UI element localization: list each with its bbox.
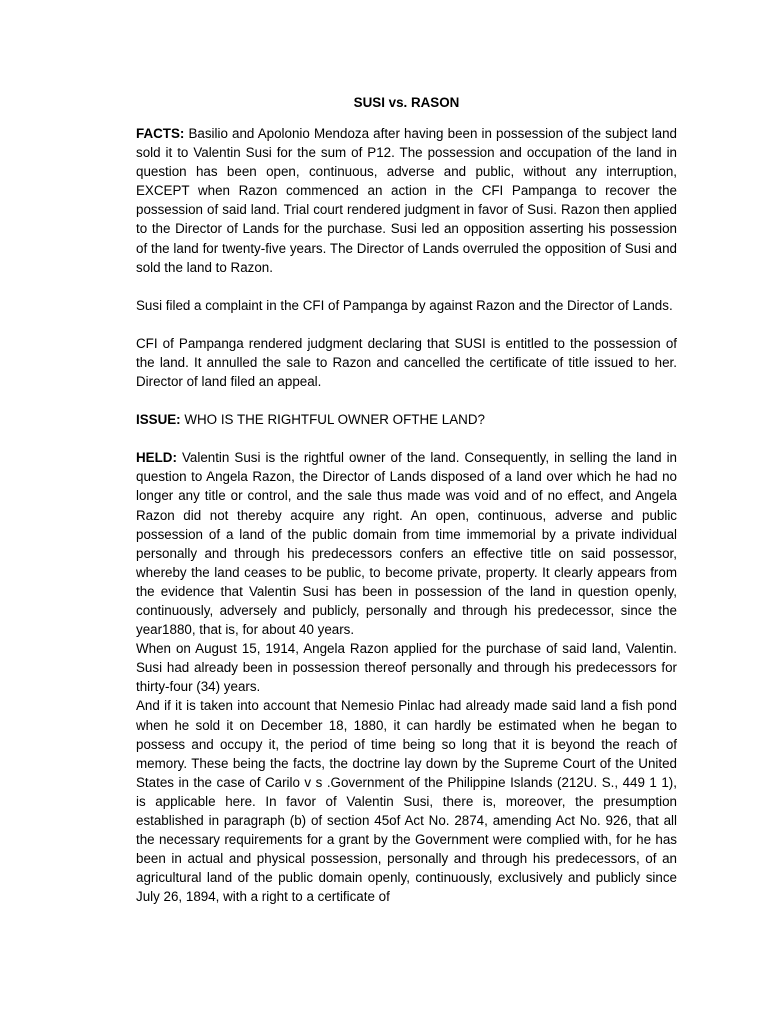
document-page [136, 93, 677, 906]
august-paragraph: When on August 15, 1914, Angela Razon applied for the purchase of said land, Valentin. Susi had already been in possession thereof personally and through his predecessors for thirty-four (34) years. [136, 641, 677, 695]
facts-text: Basilio and Apolonio Mendoza after having been in possession of the subject land sold it to Valentin Susi for the sum of P12. The possession and occupation of the land in question has been open, continuous, adverse and public, without any interruption, EXCEPT when Razon commenced an action in the CFI Pampanga to recover the possession of said land. Trial court rendered judgment in favor of Susi. Razon then applied to the Director of Lands for the purchase. Susi led an opposition asserting his possession of the land for twenty-five years. The Director of Lands overruled the opposition of Susi and sold the land to Razon. [136, 126, 677, 275]
facts-label: FACTS: [136, 126, 185, 141]
facts-paragraph [136, 124, 677, 277]
cfi-judgment-paragraph: CFI of Pampanga rendered judgment declaring that SUSI is entitled to the possession of the land. It annulled the sale to Razon and cancelled the certificate of title issued to her. Director of land filed an appeal. [136, 335, 677, 390]
issue-paragraph [136, 410, 677, 429]
held-paragraph [136, 448, 677, 639]
complaint-paragraph: Susi filed a complaint in the CFI of Pampanga by against Razon and the Director of Lands. [136, 297, 673, 313]
held-text: Valentin Susi is the rightful owner of the land. Consequently, in selling the land in question to Angela Razon, the Director of Lands disposed of a land over which he had no longer any title or control, and the sale thus made was void and of no effect, and Angela Razon did not thereby acquire any right. An open, continuous, adverse and public possession of a land of the public domain from time immemorial by a private individual personally and through his predecessors confers an effective title on said possessor, whereby the land ceases to be public, to become private, property. It clearly appears from the evidence that Valentin Susi has been in possession of the land in question openly, continuously, adversely and publicly, personally and through his predecessor, since the year1880, that is, for about 40 years. [136, 450, 677, 638]
issue-text: WHO IS THE RIGHTFUL OWNER OFTHE LAND? [180, 412, 485, 428]
held-label: HELD: [136, 450, 177, 466]
document-title: SUSI vs. RASON [353, 95, 460, 110]
issue-label: ISSUE: [136, 412, 181, 428]
nemesio-paragraph: And if it is taken into account that Nemesio Pinlac had already made said land a fish pond when he sold it on December 18, 1880, it can hardly be estimated when he began to possess and occupy it, the period of time being so long that it is beyond the reach of memory. These being the facts, the doctrine lay down by the Supreme Court of the United States in the case of Carilo v s .Government of the Philippine Islands (212U. S., 449 1 1), is applicable here. In favor of Valentin Susi, there is, moreover, the presumption established in paragraph (b) of section 45of Act No. 2874, amending Act No. 926, that all the necessary requirements for a grant by the Government were complied with, for he has been in actual and physical possession, personally and through his predecessors, of an agricultural land of the public domain openly, continuously, exclusively and publicly since July 26, 1894, with a right to a certificate of [136, 698, 677, 905]
